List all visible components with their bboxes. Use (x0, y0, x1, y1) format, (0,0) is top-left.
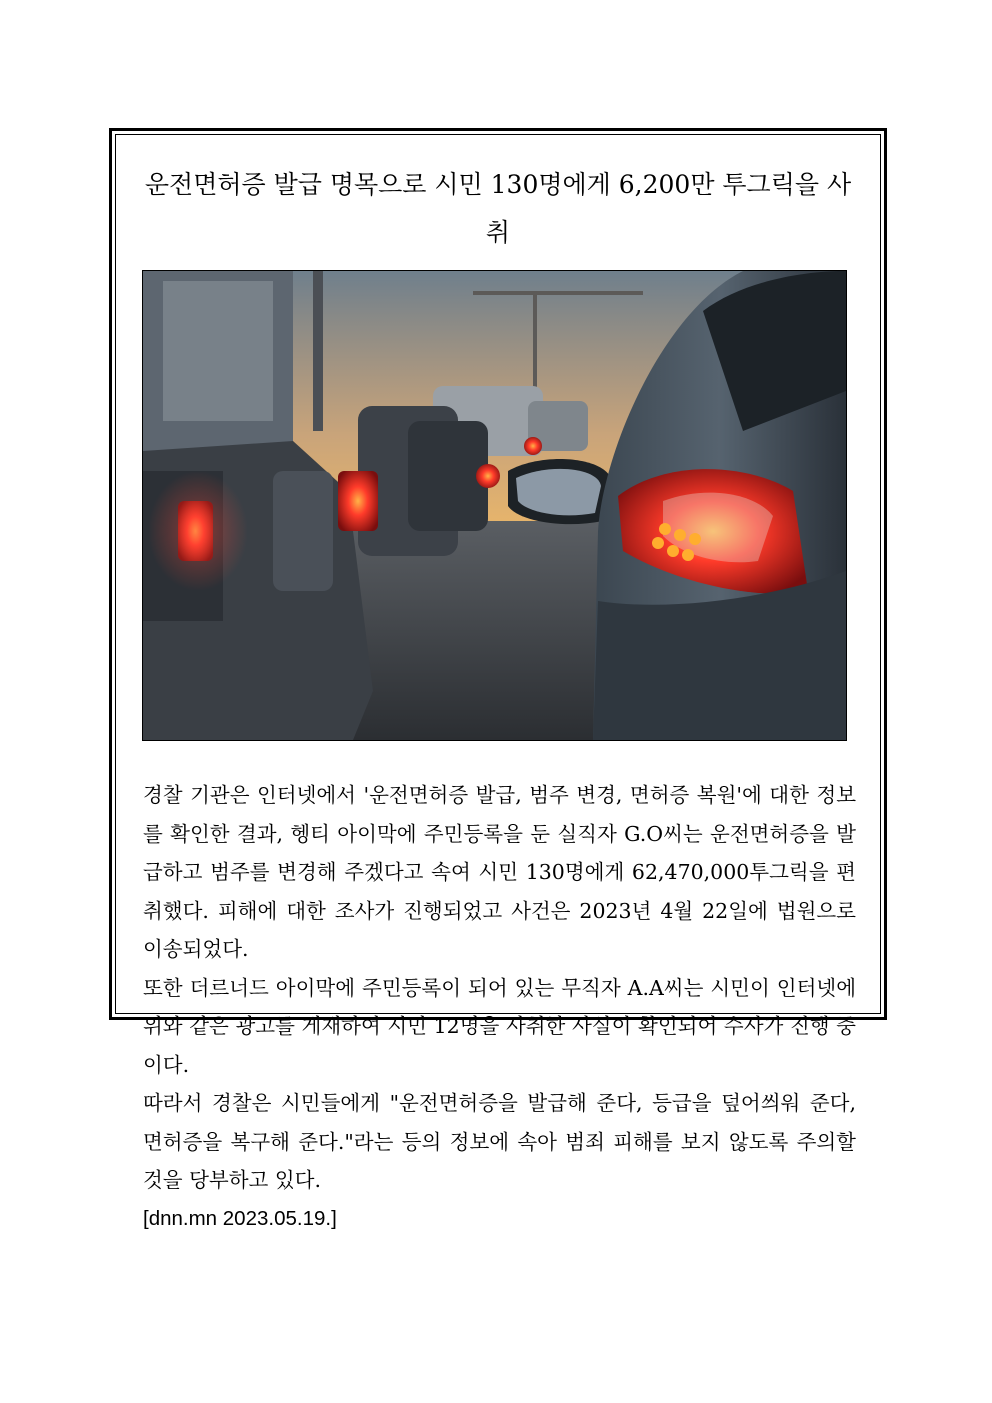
article-photo (142, 270, 847, 741)
article-title: 운전면허증 발급 명목으로 시민 130명에게 6,200만 투그릭을 사취 (144, 170, 852, 247)
article-source: [dnn.mn 2023.05.19.] (143, 1206, 337, 1230)
paragraph-3: 따라서 경찰은 시민들에게 "운전면허증을 발급해 준다, 등급을 덮어씌워 준다, 면허증을 복구해 준다."라는 등의 정보에 속아 범죄 피해를 보지 않도록 주의할 것을 당부하고 있다. (143, 1091, 856, 1192)
article-frame (109, 128, 887, 1230)
traffic-photo-illustration (143, 271, 846, 740)
paragraph-1: 경찰 기관은 인터넷에서 '운전면허증 발급, 범주 변경, 면허증 복원'에 대한 정보를 확인한 결과, 헹티 아이막에 주민등록을 둔 실직자 G.O씨는 운전면허증을 발급하고 범주를 변경해 주겠다고 속여 시민 130명에게 62,470,000투그릭을 편취했다. 피해에 대한 조사가 진행되었고 사건은 2023년 4월 22일에 법원으로 이송되었다. (143, 783, 856, 961)
article-body (143, 776, 856, 1238)
paragraph-2: 또한 더르너드 아이막에 주민등록이 되어 있는 무직자 A.A씨는 시민이 인터넷에 위와 같은 광고를 게재하여 시민 12명을 사취한 사실이 확인되어 수사가 진행 중이다. (143, 975, 856, 1077)
